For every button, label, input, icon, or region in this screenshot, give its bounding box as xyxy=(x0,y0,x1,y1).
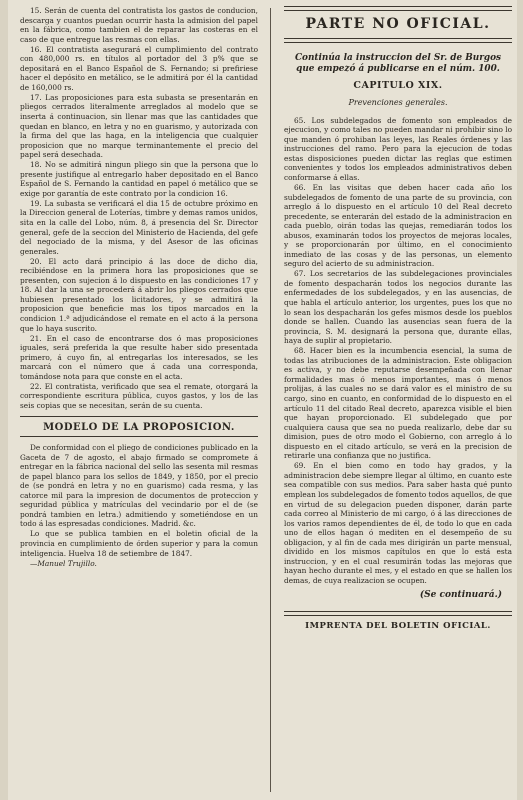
article-16: 16. El contratista asegurará el cumplimiento del contrato con 480,000 rs. en títulos al portador del 3 p% que se depositará en el Banco Español de S. Fernando; si prefiriese hacer el depósito en metálico, se le admitirá por él la cantidad de 160,000 rs. xyxy=(20,44,258,92)
model-heading: MODELO DE LA PROPOSICION. xyxy=(43,422,235,434)
article-20: 20. El acto dará principio á las doce de dicho dia, recibiéndose en la primera hora las proposiciones que se presenten, con sujecion á lo dispuesto en las condiciones 17 y 18. Al dar la una se procederá á abrir los pliegos cerrados que hubiesen presentado los licitadores, y se admitirá la proposicion que beneficie mas los tipos marcados en la condicion 1.ª adjudicándose el remate en el acto á la persona que lo haya suscrito. xyxy=(20,256,258,333)
printer-footer: IMPRENTA DEL BOLETIN OFICIAL. xyxy=(305,620,491,631)
newspaper-page xyxy=(8,0,517,800)
section-divider xyxy=(20,416,258,417)
chapter-subhead: Prevenciones generales. xyxy=(348,98,448,108)
article-22: 22. El contratista, verificado que sea el remate, otorgará la correspondiente escritura pública, cuyos gastos, y los de las seis copias que se necesitan, serán de su cuenta. xyxy=(20,381,258,410)
article-15: 15. Serán de cuenta del contratista los gastos de conducion, descarga y cuantos puedan ocurrir hasta la admision del papel en la fábrica, como tambien el de reparar las costeras en el caso de que entregue las resmas con ellas. xyxy=(20,6,258,44)
left-column xyxy=(20,6,258,794)
title-rule-bottom xyxy=(284,38,512,43)
continued-note: (Se continuará.) xyxy=(419,590,502,601)
column-divider xyxy=(270,8,271,792)
article-21: 21. En el caso de encontrarse dos ó mas proposiciones iguales, será preferida la que resulte haber sido presentada primero, á cuyo fin, al entregarlas los interesados, se les marcará con el número que á cada una corresponda, tomándose nota para que conste en el acta. xyxy=(20,333,258,381)
article-66: 66. En las visitas que deben hacer cada año los subdelegados de fomento de una parte de su provincia, con arreglo á lo dispuesto en el artículo 10 del Real decreto precedente, se enterarán del estado de la administracion en cada pueblo, oirán todas las quejas, remediarán todos los abusos, examinarán todos los proyectos de mejoras locales, y se proporcionarán por último, en el conocimiento inmediato de las cosas y de las personas, un elemento seguro del acierto de su administracion. xyxy=(284,182,512,269)
chapter-title: CAPITULO XIX. xyxy=(353,79,443,91)
article-65: 65. Los subdelegados de fomento son empleados de ejecucion, y como tales no pueden mandar ni prohibir sino lo que manden ó prohiban las leyes, las Reales órdenes y las instrucciones del ramo. Pero para la ejecucion de todas estas disposiciones pueden dictar las reglas que estimen convenientes y todos los empleados administrativos deben conformarse á ellas. xyxy=(284,115,512,182)
model-paragraph: De conformidad con el pliego de condiciones publicado en la Gaceta de 7 de agosto, el abajo firmado se compromete á entregar en la fábrica nacional del sello las sesenta mil resmas de papel blanco para los sellos de 1849, y 1850, por el precio de (se pondrá en letra y no en guarismo) cada resma, y las catorce mil para la impresion de documentos de proteccion y seguridad pública y matrículas del vecindario por el de (se pondrá tambien en letra.) admitiendo y sometiéndose en un todo á las espresadas condiciones. Madrid. &c. xyxy=(20,443,258,529)
article-67: 67. Los secretarios de las subdelegaciones provinciales de fomento despacharán todos los negocios durante las enfermedades de los subdelegados, y en las ausencias, de que habla el artículo anterior, los urgentes, pues los que no lo sean los despacharán los gefes mismos desde los pueblos donde se hallen. Cuando las ausencias sean fuera de la provincia, S. M. designará la persona que, durante ellas, haya de suplir al propietario. xyxy=(284,269,512,346)
continuation-intro: Continúa la instruccion del Sr. de Burgos que empezó á publicarse en el núm. 100. xyxy=(294,52,501,74)
publication-note: Lo que se publica tambien en el boletin oficial de la provincia en cumplimiento de órden superior y para la comun inteligencia. Huelva 18 de setiembre de 1847. xyxy=(20,529,258,558)
article-69: 69. En el bien como en todo hay grados, y la administracion debe siempre llegar al último, en cuanto este sea compatible con sus medios. Para saber hasta qué punto emplean los subdelegados de fomento todos aquellos, de que en virtud de su delegacion pueden disponer, darán parte cada correo al Ministerio de mi cargo, ó á las direcciones de los varios ramos dependientes de él, de todo lo que en cada uno de ellos hagan ó mediten en el desempeño de su obligacion, y al fin de cada mes dirigirán un parte mensual, dividido en los mismos capítulos en que lo está esta instruccion, y en el cual resumirán todas las mejoras que hayan hecho durante el mes, y el estado en que se hallen los demas, de cuya realizacion se ocupen. xyxy=(284,461,512,585)
article-17: 17. Las proposiciones para esta subasta se presentarán en pliegos cerrados literalmente arreglados al modelo que se inserta á continuacion, sin llenar mas que las cantidades que quedan en blanco, en letra y no en guarismo, y autorizada con la firma del que las haga, en la inteligencia que cualquier proposicion que no marque terminantemente el precio del papel será desechada. xyxy=(20,92,258,160)
article-68: 68. Hacer bien es la incumbencia esencial, la suma de todas las atribuciones de la administracion. Este obligacion es activa, y no debe reputarse desempeñada con llenar formalidades mas ó menos importantes, mas ó menos prolijas, á las cuales no se dará valor es el ministro de su cargo, sino en cuanto, en conformidad de lo dispuesto en el artículo 11 del citado Real decreto, aparezca visible el bien que hayan proporcionado. El subdelegado que por cualquiera causa que sea no pueda realizarlo, debe dar su dimision, pues de otro modo el Gobierno, con arreglo á lo dispuesto en el citado artículo, se verá en la precision de retirarle una confianza que no justifica. xyxy=(284,346,512,461)
right-column xyxy=(284,6,512,794)
section-divider xyxy=(20,436,258,437)
article-18: 18. No se admitirá ningun pliego sin que la persona que lo presente justifique al entregarlo haber depositado en el Banco Español de S. Fernando la cantidad en papel ó metálico que se exige por garantía de este contrato por la condicion 16. xyxy=(20,160,258,198)
section-title: PARTE NO OFICIAL. xyxy=(305,16,491,32)
article-19: 19. La subasta se verificará el dia 15 de octubre próximo en la Direccion general de Loterías, timbre y demas ramos unidos, sita en la calle del Lobo, núm. 8, á presencia del Sr. Director general, gefe de la seccion del Ministerio de Hacienda, del gefe del negociado de la misma, y del Asesor de las oficinas generales. xyxy=(20,198,258,256)
signature: —Manuel Trujillo. xyxy=(30,558,97,568)
